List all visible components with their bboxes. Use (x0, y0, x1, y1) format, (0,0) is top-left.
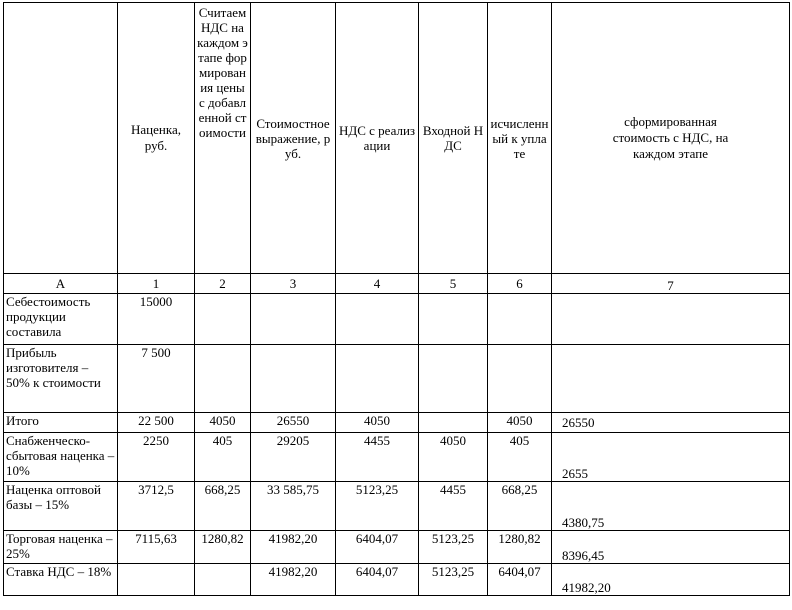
header-cell-vat-per-stage: Считаем НДС на каждом этапе формирования цены с добавленной стоимости (195, 3, 251, 274)
cell-vat-sales: 4455 (336, 433, 419, 482)
cell-formed-price: 26550 (552, 413, 790, 433)
cell-value (251, 345, 336, 413)
cell-vat-payable: 668,25 (488, 482, 552, 531)
cell-input-vat: 4455 (419, 482, 488, 531)
header-cell-formed-price: сформированная стоимость с НДС, на каждом этапе (552, 3, 790, 274)
cell-formed-price (552, 294, 790, 345)
cell-vat-stage: 4050 (195, 413, 251, 433)
cell-vat-stage (195, 564, 251, 596)
cell-input-vat (419, 294, 488, 345)
cell-formed-price (552, 345, 790, 413)
cell-input-vat: 4050 (419, 433, 488, 482)
cell-vat-stage: 668,25 (195, 482, 251, 531)
header-cell-markup: Наценка, руб. (118, 3, 195, 274)
cell-vat-payable: 405 (488, 433, 552, 482)
cell-vat-payable (488, 294, 552, 345)
cell-vat-sales: 6404,07 (336, 531, 419, 564)
cell-value: 41982,20 (251, 564, 336, 596)
table-row-total (4, 413, 790, 433)
cell-value: 41982,20 (251, 531, 336, 564)
row-label: Ставка НДС – 18% (4, 564, 118, 596)
index-cell: А (4, 274, 118, 294)
cell-vat-sales: 6404,07 (336, 564, 419, 596)
cell-value: 26550 (251, 413, 336, 433)
cell-vat-stage: 1280,82 (195, 531, 251, 564)
table-row (4, 531, 790, 564)
cell-markup: 2250 (118, 433, 195, 482)
header-cell-vat-payable: исчисленный к уплате (488, 3, 552, 274)
table-header-row (4, 3, 790, 274)
vat-calculation-document (3, 2, 789, 606)
table-row-vat-rate (4, 564, 790, 596)
cell-markup: 7 500 (118, 345, 195, 413)
cell-vat-stage (195, 345, 251, 413)
index-cell: 2 (195, 274, 251, 294)
cell-input-vat (419, 345, 488, 413)
row-label: Наценка оптовой базы – 15% (4, 482, 118, 531)
header-cell-value: Стоимостное выражение, руб. (251, 3, 336, 274)
vat-price-formation-table (3, 2, 790, 596)
cell-vat-payable (488, 345, 552, 413)
row-label: Прибыль изготовителя – 50% к стоимости (4, 345, 118, 413)
cell-vat-sales: 5123,25 (336, 482, 419, 531)
table-row (4, 294, 790, 345)
cell-vat-sales (336, 294, 419, 345)
cell-markup: 7115,63 (118, 531, 195, 564)
cell-input-vat: 5123,25 (419, 564, 488, 596)
row-label: Себестоимость продукции составила (4, 294, 118, 345)
index-cell: 7 (552, 274, 790, 294)
cell-markup: 15000 (118, 294, 195, 345)
cell-vat-payable: 4050 (488, 413, 552, 433)
cell-value (251, 294, 336, 345)
cell-vat-stage: 405 (195, 433, 251, 482)
cell-input-vat: 5123,25 (419, 531, 488, 564)
cell-markup: 22 500 (118, 413, 195, 433)
cell-formed-price: 2655 (552, 433, 790, 482)
cell-value: 33 585,75 (251, 482, 336, 531)
row-label: Итого (4, 413, 118, 433)
cell-value: 29205 (251, 433, 336, 482)
cell-vat-stage (195, 294, 251, 345)
cell-vat-sales (336, 345, 419, 413)
cell-vat-payable: 1280,82 (488, 531, 552, 564)
row-label: Снабженческо-сбытовая наценка – 10% (4, 433, 118, 482)
row-label: Торговая наценка – 25% (4, 531, 118, 564)
index-cell: 4 (336, 274, 419, 294)
cell-markup: 3712,5 (118, 482, 195, 531)
cell-formed-price: 4380,75 (552, 482, 790, 531)
index-cell: 6 (488, 274, 552, 294)
header-cell-vat-on-sales: НДС с реализации (336, 3, 419, 274)
header-cell-label (4, 3, 118, 274)
index-cell: 3 (251, 274, 336, 294)
cell-markup (118, 564, 195, 596)
header-cell-input-vat: Входной НДС (419, 3, 488, 274)
table-row (4, 345, 790, 413)
table-row (4, 482, 790, 531)
cell-input-vat (419, 413, 488, 433)
column-index-row (4, 274, 790, 294)
index-cell: 5 (419, 274, 488, 294)
cell-vat-payable: 6404,07 (488, 564, 552, 596)
cell-formed-price: 8396,45 (552, 531, 790, 564)
index-cell: 1 (118, 274, 195, 294)
table-row (4, 433, 790, 482)
cell-vat-sales: 4050 (336, 413, 419, 433)
cell-formed-price: 41982,20 (552, 564, 790, 596)
